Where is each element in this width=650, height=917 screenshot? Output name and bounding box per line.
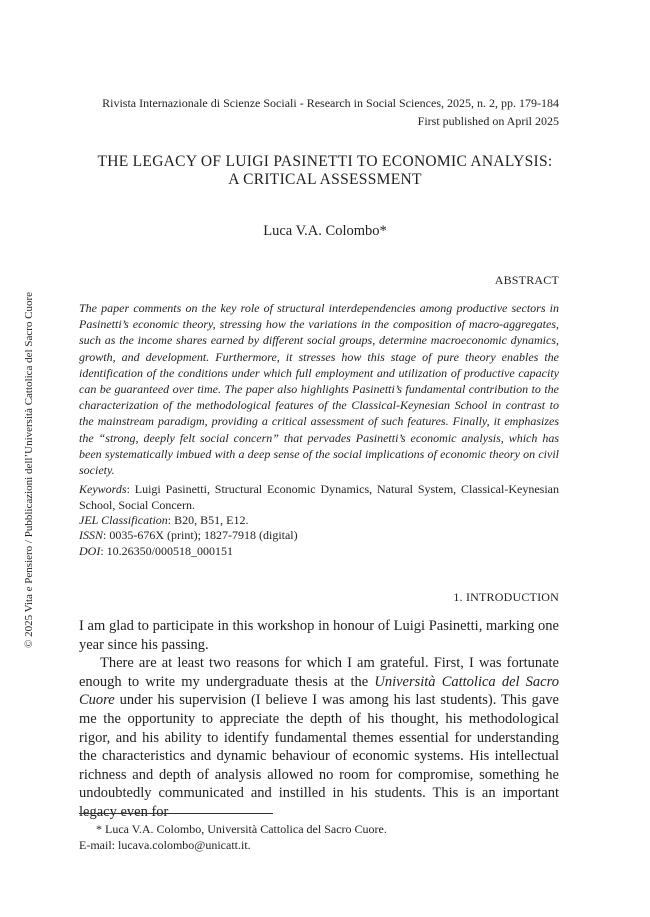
author-name: Luca V.A. Colombo* [263,223,387,239]
footnote [79,822,559,853]
university-name-italic: Università Cattolica del Sacro Cuore [79,673,559,709]
body-paragraph-2-end: under his supervision (I believe I was among his last students). This gave me the opportunity to appreciate the depth of his thought, his methodological rigor, and his ability to identify fundamental themes essential for understanding the characteristics and dynamic behaviour of economic systems. His intellectual richness and depth of analysis allowed no room for compromise, something he undoubtedly communicated and instilled in his students. This is an important legacy even for [79,692,559,820]
side-copyright-notice: © 2025 Vita e Pensiero / Pubblicazioni dell’Università Cattolica del Sacro Cuore [23,291,35,649]
abstract-text: The paper comments on the key role of structural interdependencies among productive sectors in Pasinetti’s economic theory, stressing how the variations in the composition of macro-aggregates, such as the income shares earned by different social groups, determine macroeconomic dynamics, growth, and development. Furthermore, it stresses how this stage of pure theory enables the identification of the conditions under which full employment and utilization of productive capacity can be guaranteed over time. The paper also highlights Pasinetti’s fundamental contribution to the characterization of the methodological features of the Classical-Keynesian School in contrast to the mainstream paradigm, providing a critical assessment of such features. Finally, it emphasizes the “strong, deeply felt social concern” that pervades Pasinetti’s economic analysis, which has been systematically imbued with a deep sense of the social implications of economic theory on civil society. [79,301,559,478]
body-paragraph-1: I am glad to participate in this workshop in honour of Luigi Pasinetti, marking one year since his passing. [79,618,559,653]
footnote-email: E-mail: lucava.colombo@unicatt.it. [79,837,251,852]
body-paragraph-2 [79,654,559,821]
paper-title-line-2: A CRITICAL ASSESSMENT [228,171,422,188]
section-heading: 1. INTRODUCTION [453,590,559,604]
keywords [79,482,559,513]
issn [79,528,559,544]
abstract-heading: ABSTRACT [494,273,559,287]
journal-citation: Rivista Internazionale di Scienze Sociali - Research in Social Sciences, 2025, n. 2, pp. 179-184 [102,96,559,110]
jel-label: JEL Classification [79,513,168,527]
publication-date: First published on April 2025 [417,114,559,128]
doi-label: DOI [79,544,101,558]
body-paragraph-2-start: There are at least two reasons for which I am grateful. First, I was fortunate enough to write my undergraduate thesis at the [79,655,559,690]
body-text [79,617,559,822]
doi-value: : 10.26350/000518_000151 [100,544,233,558]
issn-value: : 0035-676X (print); 1827-7918 (digital) [103,528,298,542]
jel-value: : B20, B51, E12. [167,513,249,527]
footnote-affiliation: * Luca V.A. Colombo, Università Cattolica del Sacro Cuore. [96,822,387,836]
issn-label: ISSN [79,528,103,542]
keywords-value: : Luigi Pasinetti, Structural Economic Dynamics, Natural System, Classical-Keynesian School, Social Concern. [79,482,559,512]
keywords-label: Keywords [79,482,127,496]
footnote-divider [79,813,273,814]
jel-classification [79,513,559,529]
doi [79,544,559,560]
paper-title-line-1: THE LEGACY OF LUIGI PASINETTI TO ECONOMIC ANALYSIS: [97,153,553,170]
